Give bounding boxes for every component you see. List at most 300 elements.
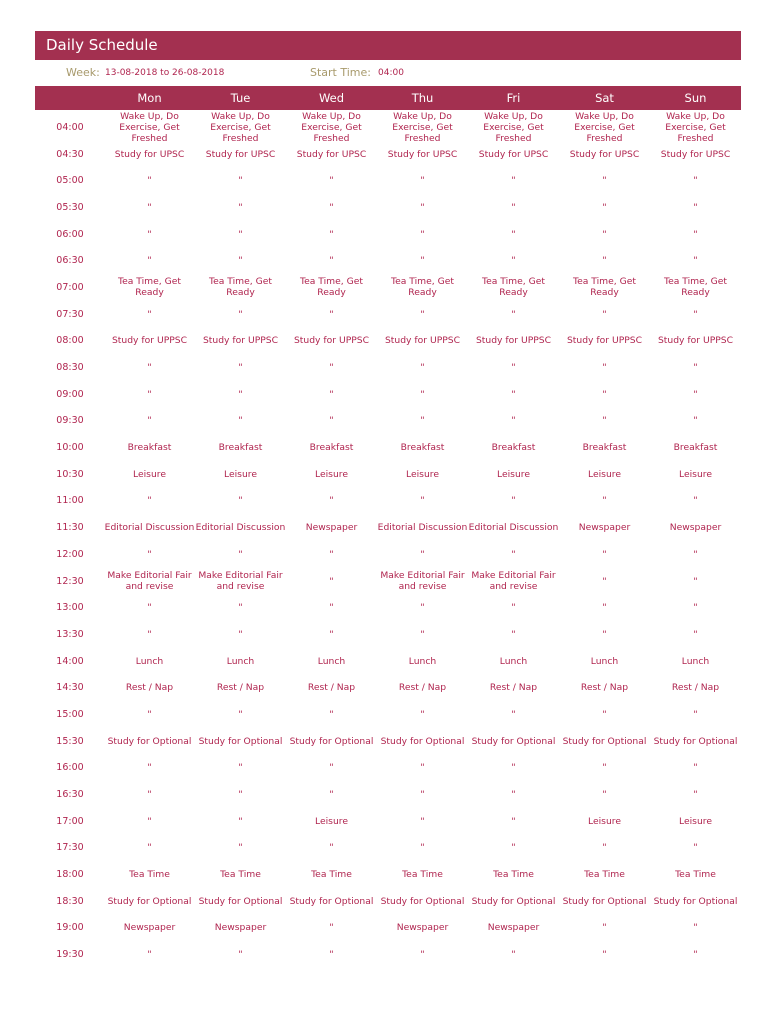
schedule-cell-sun: Wake Up, Do Exercise, Get Freshed xyxy=(665,110,726,144)
time-slot-label: 04:30 xyxy=(56,148,84,160)
day-header-sat: Sat xyxy=(595,91,614,105)
schedule-cell-fri: " xyxy=(511,708,516,720)
schedule-cell-thu: " xyxy=(420,308,425,320)
schedule-cell-tue: Editorial Discussion xyxy=(195,522,286,534)
schedule-cell-sat: " xyxy=(602,388,607,400)
schedule-cell-fri: " xyxy=(511,495,516,507)
time-slot-label: 10:30 xyxy=(56,468,84,480)
schedule-cell-mon: " xyxy=(147,228,152,240)
schedule-cell-sat: Leisure xyxy=(588,468,621,480)
schedule-cell-tue: " xyxy=(238,415,243,427)
schedule-row xyxy=(0,247,768,274)
schedule-cell-wed: " xyxy=(329,602,334,614)
schedule-cell-tue: Rest / Nap xyxy=(216,682,265,694)
schedule-cell-fri: Make Editorial Fair and revise xyxy=(471,570,556,593)
schedule-cell-tue: Newspaper xyxy=(214,922,267,934)
schedule-row xyxy=(0,328,768,355)
schedule-cell-sat: Study for UPSC xyxy=(569,148,640,160)
week-label: Week: xyxy=(66,66,100,79)
schedule-cell-fri: Study for UPPSC xyxy=(475,335,552,347)
schedule-cell-wed: " xyxy=(329,495,334,507)
schedule-cell-thu: Editorial Discussion xyxy=(377,522,468,534)
schedule-cell-sun: Study for Optional xyxy=(653,735,738,747)
schedule-cell-wed: " xyxy=(329,789,334,801)
schedule-row xyxy=(0,194,768,221)
time-slot-label: 17:30 xyxy=(56,842,84,854)
schedule-cell-wed: " xyxy=(329,388,334,400)
time-slot-label: 12:00 xyxy=(56,548,84,560)
schedule-cell-mon: " xyxy=(147,308,152,320)
schedule-cell-thu: Leisure xyxy=(406,468,439,480)
time-slot-label: 14:00 xyxy=(56,655,84,667)
schedule-cell-thu: " xyxy=(420,815,425,827)
time-slot-label: 09:00 xyxy=(56,388,84,400)
schedule-row xyxy=(0,461,768,488)
day-header-mon: Mon xyxy=(137,91,162,105)
schedule-cell-sat: " xyxy=(602,922,607,934)
time-slot-label: 14:30 xyxy=(56,682,84,694)
schedule-row xyxy=(0,835,768,862)
schedule-cell-wed: Newspaper xyxy=(305,522,358,534)
schedule-cell-mon: " xyxy=(147,495,152,507)
schedule-cell-sat: " xyxy=(602,495,607,507)
schedule-row xyxy=(0,488,768,515)
schedule-cell-thu: " xyxy=(420,415,425,427)
schedule-cell-sun: " xyxy=(693,201,698,213)
schedule-cell-tue: " xyxy=(238,842,243,854)
schedule-row xyxy=(0,408,768,435)
schedule-cell-sat: Lunch xyxy=(590,655,619,667)
time-slot-label: 05:00 xyxy=(56,175,84,187)
schedule-cell-sat: Newspaper xyxy=(578,522,631,534)
schedule-cell-sat: " xyxy=(602,308,607,320)
day-header-wed: Wed xyxy=(318,91,345,105)
schedule-cell-thu: Tea Time xyxy=(402,869,443,881)
schedule-cell-sat: " xyxy=(602,762,607,774)
schedule-cell-tue: " xyxy=(238,949,243,961)
schedule-cell-fri: " xyxy=(511,789,516,801)
schedule-cell-tue: Tea Time xyxy=(220,869,261,881)
time-slot-label: 13:00 xyxy=(56,602,84,614)
schedule-cell-sat: Wake Up, Do Exercise, Get Freshed xyxy=(574,110,635,144)
schedule-cell-mon: Leisure xyxy=(133,468,166,480)
time-slot-label: 18:00 xyxy=(56,869,84,881)
schedule-cell-sat: Breakfast xyxy=(582,442,627,454)
schedule-row xyxy=(0,701,768,728)
schedule-cell-sun: " xyxy=(693,762,698,774)
schedule-cell-sat: Study for Optional xyxy=(562,895,647,907)
schedule-cell-sat: " xyxy=(602,362,607,374)
schedule-cell-thu: Newspaper xyxy=(396,922,449,934)
schedule-cell-mon: Tea Time xyxy=(129,869,170,881)
schedule-cell-sun: Leisure xyxy=(679,815,712,827)
schedule-cell-tue: Tea Time, Get Ready xyxy=(209,276,272,299)
schedule-row xyxy=(0,941,768,968)
schedule-cell-wed: Leisure xyxy=(315,468,348,480)
schedule-row xyxy=(0,434,768,461)
schedule-cell-wed: Wake Up, Do Exercise, Get Freshed xyxy=(301,110,362,144)
schedule-cell-sun: Leisure xyxy=(679,468,712,480)
start-time-value: 04:00 xyxy=(378,68,404,78)
schedule-cell-fri: Tea Time, Get Ready xyxy=(482,276,545,299)
schedule-cell-mon: " xyxy=(147,708,152,720)
schedule-cell-tue: Breakfast xyxy=(218,442,263,454)
schedule-cell-thu: Study for UPPSC xyxy=(384,335,461,347)
schedule-cell-thu: " xyxy=(420,628,425,640)
schedule-cell-sun: " xyxy=(693,628,698,640)
schedule-cell-mon: Study for UPSC xyxy=(114,148,185,160)
schedule-cell-fri: " xyxy=(511,362,516,374)
schedule-cell-sun: " xyxy=(693,308,698,320)
time-slot-label: 07:30 xyxy=(56,308,84,320)
time-slot-label: 16:30 xyxy=(56,789,84,801)
schedule-cell-sat: " xyxy=(602,842,607,854)
schedule-cell-wed: Study for Optional xyxy=(289,895,374,907)
schedule-cell-mon: Newspaper xyxy=(123,922,176,934)
schedule-cell-sun: " xyxy=(693,228,698,240)
schedule-cell-mon: " xyxy=(147,175,152,187)
schedule-cell-sun: " xyxy=(693,175,698,187)
schedule-cell-fri: Editorial Discussion xyxy=(468,522,559,534)
schedule-cell-fri: " xyxy=(511,602,516,614)
schedule-cell-sun: Study for UPSC xyxy=(660,148,731,160)
schedule-row xyxy=(0,808,768,835)
time-slot-label: 10:00 xyxy=(56,442,84,454)
schedule-cell-sat: Rest / Nap xyxy=(580,682,629,694)
schedule-cell-thu: Wake Up, Do Exercise, Get Freshed xyxy=(392,110,453,144)
schedule-cell-thu: Breakfast xyxy=(400,442,445,454)
schedule-cell-wed: " xyxy=(329,362,334,374)
schedule-cell-tue: Study for UPSC xyxy=(205,148,276,160)
schedule-cell-fri: " xyxy=(511,201,516,213)
schedule-cell-wed: " xyxy=(329,708,334,720)
time-slot-label: 08:30 xyxy=(56,362,84,374)
schedule-cell-fri: " xyxy=(511,842,516,854)
schedule-cell-fri: Study for UPSC xyxy=(478,148,549,160)
schedule-cell-tue: " xyxy=(238,602,243,614)
schedule-cell-fri: " xyxy=(511,308,516,320)
schedule-cell-thu: Rest / Nap xyxy=(398,682,447,694)
schedule-cell-mon: " xyxy=(147,789,152,801)
time-slot-label: 11:00 xyxy=(56,495,84,507)
schedule-cell-tue: Make Editorial Fair and revise xyxy=(198,570,283,593)
schedule-cell-thu: " xyxy=(420,548,425,560)
schedule-cell-mon: Make Editorial Fair and revise xyxy=(107,570,192,593)
schedule-cell-wed: " xyxy=(329,415,334,427)
schedule-cell-sun: Study for UPPSC xyxy=(657,335,734,347)
schedule-cell-tue: " xyxy=(238,548,243,560)
time-slot-label: 11:30 xyxy=(56,522,84,534)
day-header-tue: Tue xyxy=(230,91,251,105)
schedule-cell-tue: Study for UPPSC xyxy=(202,335,279,347)
schedule-cell-sun: Rest / Nap xyxy=(671,682,720,694)
week-value: 13-08-2018 to 26-08-2018 xyxy=(105,68,225,78)
schedule-cell-sat: " xyxy=(602,175,607,187)
schedule-cell-sun: Tea Time, Get Ready xyxy=(664,276,727,299)
schedule-cell-tue: " xyxy=(238,815,243,827)
schedule-cell-sun: " xyxy=(693,575,698,587)
schedule-row xyxy=(0,648,768,675)
schedule-cell-thu: Lunch xyxy=(408,655,437,667)
schedule-row xyxy=(0,354,768,381)
schedule-cell-fri: Study for Optional xyxy=(471,735,556,747)
schedule-cell-fri: " xyxy=(511,415,516,427)
schedule-cell-mon: " xyxy=(147,201,152,213)
time-slot-label: 16:00 xyxy=(56,762,84,774)
schedule-row xyxy=(0,755,768,782)
schedule-cell-mon: " xyxy=(147,255,152,267)
schedule-cell-wed: " xyxy=(329,762,334,774)
schedule-cell-tue: " xyxy=(238,362,243,374)
schedule-cell-sat: " xyxy=(602,602,607,614)
schedule-row xyxy=(0,141,768,168)
schedule-cell-wed: " xyxy=(329,201,334,213)
schedule-row xyxy=(0,915,768,942)
time-slot-label: 19:30 xyxy=(56,949,84,961)
schedule-cell-tue: " xyxy=(238,388,243,400)
schedule-cell-mon: " xyxy=(147,388,152,400)
page-title: Daily Schedule xyxy=(35,31,741,60)
schedule-cell-fri: " xyxy=(511,175,516,187)
schedule-cell-wed: " xyxy=(329,308,334,320)
schedule-cell-sat: Study for UPPSC xyxy=(566,335,643,347)
time-slot-label: 09:30 xyxy=(56,415,84,427)
schedule-cell-sat: " xyxy=(602,628,607,640)
schedule-cell-sun: " xyxy=(693,495,698,507)
schedule-cell-fri: " xyxy=(511,228,516,240)
schedule-cell-fri: Newspaper xyxy=(487,922,540,934)
schedule-row xyxy=(0,274,768,301)
schedule-row xyxy=(0,514,768,541)
schedule-cell-tue: " xyxy=(238,708,243,720)
schedule-cell-mon: Study for Optional xyxy=(107,735,192,747)
schedule-cell-fri: " xyxy=(511,388,516,400)
schedule-row xyxy=(0,594,768,621)
schedule-cell-fri: Study for Optional xyxy=(471,895,556,907)
schedule-cell-tue: Study for Optional xyxy=(198,895,283,907)
schedule-cell-mon: Study for UPPSC xyxy=(111,335,188,347)
schedule-cell-fri: " xyxy=(511,762,516,774)
schedule-cell-sun: Lunch xyxy=(681,655,710,667)
schedule-cell-tue: Leisure xyxy=(224,468,257,480)
schedule-cell-sun: " xyxy=(693,708,698,720)
schedule-cell-wed: " xyxy=(329,842,334,854)
schedule-cell-wed: " xyxy=(329,255,334,267)
schedule-cell-sun: Tea Time xyxy=(675,869,716,881)
schedule-cell-wed: Study for UPSC xyxy=(296,148,367,160)
schedule-row xyxy=(0,301,768,328)
schedule-row xyxy=(0,728,768,755)
schedule-cell-sun: " xyxy=(693,415,698,427)
schedule-cell-sat: " xyxy=(602,228,607,240)
schedule-row xyxy=(0,381,768,408)
time-slot-label: 04:00 xyxy=(56,121,84,133)
schedule-cell-tue: Study for Optional xyxy=(198,735,283,747)
start-time-label: Start Time: xyxy=(310,66,371,79)
time-slot-label: 05:30 xyxy=(56,201,84,213)
schedule-cell-tue: " xyxy=(238,495,243,507)
schedule-cell-tue: " xyxy=(238,789,243,801)
schedule-cell-fri: Leisure xyxy=(497,468,530,480)
time-slot-label: 06:30 xyxy=(56,255,84,267)
schedule-cell-fri: " xyxy=(511,548,516,560)
schedule-cell-thu: " xyxy=(420,255,425,267)
schedule-cell-mon: Lunch xyxy=(135,655,164,667)
schedule-cell-tue: " xyxy=(238,762,243,774)
schedule-cell-mon: " xyxy=(147,415,152,427)
schedule-cell-wed: Tea Time xyxy=(311,869,352,881)
schedule-cell-thu: " xyxy=(420,201,425,213)
schedule-cell-fri: Tea Time xyxy=(493,869,534,881)
schedule-cell-wed: Lunch xyxy=(317,655,346,667)
schedule-cell-wed: " xyxy=(329,628,334,640)
schedule-cell-sun: " xyxy=(693,789,698,801)
schedule-cell-mon: Rest / Nap xyxy=(125,682,174,694)
schedule-cell-thu: " xyxy=(420,175,425,187)
time-slot-label: 18:30 xyxy=(56,895,84,907)
schedule-cell-thu: Study for Optional xyxy=(380,895,465,907)
time-slot-label: 06:00 xyxy=(56,228,84,240)
time-slot-label: 17:00 xyxy=(56,815,84,827)
schedule-cell-fri: " xyxy=(511,628,516,640)
schedule-cell-thu: " xyxy=(420,228,425,240)
schedule-cell-sun: Study for Optional xyxy=(653,895,738,907)
schedule-cell-sat: " xyxy=(602,575,607,587)
schedule-row xyxy=(0,781,768,808)
schedule-cell-fri: " xyxy=(511,255,516,267)
schedule-cell-wed: " xyxy=(329,228,334,240)
schedule-row xyxy=(0,110,768,144)
schedule-cell-fri: Rest / Nap xyxy=(489,682,538,694)
schedule-cell-sun: " xyxy=(693,548,698,560)
schedule-cell-sun: " xyxy=(693,602,698,614)
schedule-cell-sat: " xyxy=(602,415,607,427)
schedule-cell-sat: Tea Time xyxy=(584,869,625,881)
schedule-cell-sun: " xyxy=(693,949,698,961)
schedule-cell-thu: " xyxy=(420,949,425,961)
time-slot-label: 07:00 xyxy=(56,281,84,293)
schedule-cell-mon: " xyxy=(147,762,152,774)
schedule-cell-sat: " xyxy=(602,789,607,801)
schedule-cell-thu: " xyxy=(420,842,425,854)
schedule-row xyxy=(0,541,768,568)
schedule-cell-wed: Breakfast xyxy=(309,442,354,454)
schedule-cell-sat: Tea Time, Get Ready xyxy=(573,276,636,299)
schedule-cell-mon: " xyxy=(147,842,152,854)
schedule-cell-mon: Study for Optional xyxy=(107,895,192,907)
time-slot-label: 08:00 xyxy=(56,335,84,347)
schedule-cell-sat: Study for Optional xyxy=(562,735,647,747)
schedule-cell-thu: " xyxy=(420,362,425,374)
schedule-cell-thu: " xyxy=(420,495,425,507)
schedule-cell-sun: " xyxy=(693,362,698,374)
schedule-cell-wed: Leisure xyxy=(315,815,348,827)
schedule-cell-wed: " xyxy=(329,175,334,187)
schedule-cell-tue: Wake Up, Do Exercise, Get Freshed xyxy=(210,110,271,144)
schedule-cell-wed: Study for Optional xyxy=(289,735,374,747)
schedule-cell-fri: " xyxy=(511,949,516,961)
schedule-row xyxy=(0,568,768,595)
schedule-cell-sun: " xyxy=(693,388,698,400)
schedule-cell-sat: " xyxy=(602,255,607,267)
schedule-row xyxy=(0,888,768,915)
schedule-cell-mon: " xyxy=(147,602,152,614)
schedule-row xyxy=(0,167,768,194)
time-slot-label: 15:30 xyxy=(56,735,84,747)
schedule-meta xyxy=(0,64,768,82)
schedule-cell-fri: Wake Up, Do Exercise, Get Freshed xyxy=(483,110,544,144)
schedule-cell-sat: " xyxy=(602,949,607,961)
schedule-cell-tue: " xyxy=(238,228,243,240)
schedule-cell-tue: " xyxy=(238,175,243,187)
schedule-cell-thu: " xyxy=(420,789,425,801)
schedule-cell-mon: " xyxy=(147,628,152,640)
schedule-cell-sun: " xyxy=(693,922,698,934)
schedule-row xyxy=(0,861,768,888)
schedule-cell-sun: Newspaper xyxy=(669,522,722,534)
time-slot-label: 13:30 xyxy=(56,628,84,640)
schedule-cell-wed: Study for UPPSC xyxy=(293,335,370,347)
schedule-cell-thu: " xyxy=(420,388,425,400)
schedule-cell-sat: " xyxy=(602,201,607,213)
schedule-cell-sat: " xyxy=(602,708,607,720)
schedule-row xyxy=(0,621,768,648)
schedule-cell-mon: " xyxy=(147,815,152,827)
schedule-cell-mon: " xyxy=(147,362,152,374)
schedule-cell-tue: " xyxy=(238,628,243,640)
day-header-sun: Sun xyxy=(684,91,707,105)
schedule-table xyxy=(0,110,768,968)
schedule-cell-wed: Tea Time, Get Ready xyxy=(300,276,363,299)
schedule-cell-tue: Lunch xyxy=(226,655,255,667)
schedule-cell-mon: Editorial Discussion xyxy=(104,522,195,534)
schedule-cell-wed: " xyxy=(329,922,334,934)
schedule-cell-mon: " xyxy=(147,949,152,961)
schedule-row xyxy=(0,221,768,248)
schedule-cell-wed: Rest / Nap xyxy=(307,682,356,694)
schedule-cell-mon: Wake Up, Do Exercise, Get Freshed xyxy=(119,110,180,144)
schedule-cell-fri: Lunch xyxy=(499,655,528,667)
schedule-cell-thu: Tea Time, Get Ready xyxy=(391,276,454,299)
schedule-cell-wed: " xyxy=(329,949,334,961)
schedule-cell-tue: " xyxy=(238,201,243,213)
day-header-thu: Thu xyxy=(411,91,434,105)
schedule-cell-sat: Leisure xyxy=(588,815,621,827)
schedule-cell-mon: " xyxy=(147,548,152,560)
schedule-cell-fri: " xyxy=(511,815,516,827)
day-header-bar xyxy=(35,86,741,110)
schedule-cell-mon: Tea Time, Get Ready xyxy=(118,276,181,299)
schedule-cell-thu: Make Editorial Fair and revise xyxy=(380,570,465,593)
schedule-cell-wed: " xyxy=(329,548,334,560)
time-slot-label: 12:30 xyxy=(56,575,84,587)
schedule-cell-tue: " xyxy=(238,255,243,267)
time-slot-label: 19:00 xyxy=(56,922,84,934)
schedule-cell-mon: Breakfast xyxy=(127,442,172,454)
schedule-cell-wed: " xyxy=(329,575,334,587)
schedule-cell-tue: " xyxy=(238,308,243,320)
schedule-cell-thu: Study for Optional xyxy=(380,735,465,747)
time-slot-label: 15:00 xyxy=(56,708,84,720)
schedule-cell-thu: " xyxy=(420,602,425,614)
schedule-cell-thu: Study for UPSC xyxy=(387,148,458,160)
schedule-row xyxy=(0,674,768,701)
schedule-cell-sun: Breakfast xyxy=(673,442,718,454)
schedule-cell-thu: " xyxy=(420,708,425,720)
schedule-cell-fri: Breakfast xyxy=(491,442,536,454)
day-header-fri: Fri xyxy=(506,91,521,105)
schedule-cell-sun: " xyxy=(693,255,698,267)
